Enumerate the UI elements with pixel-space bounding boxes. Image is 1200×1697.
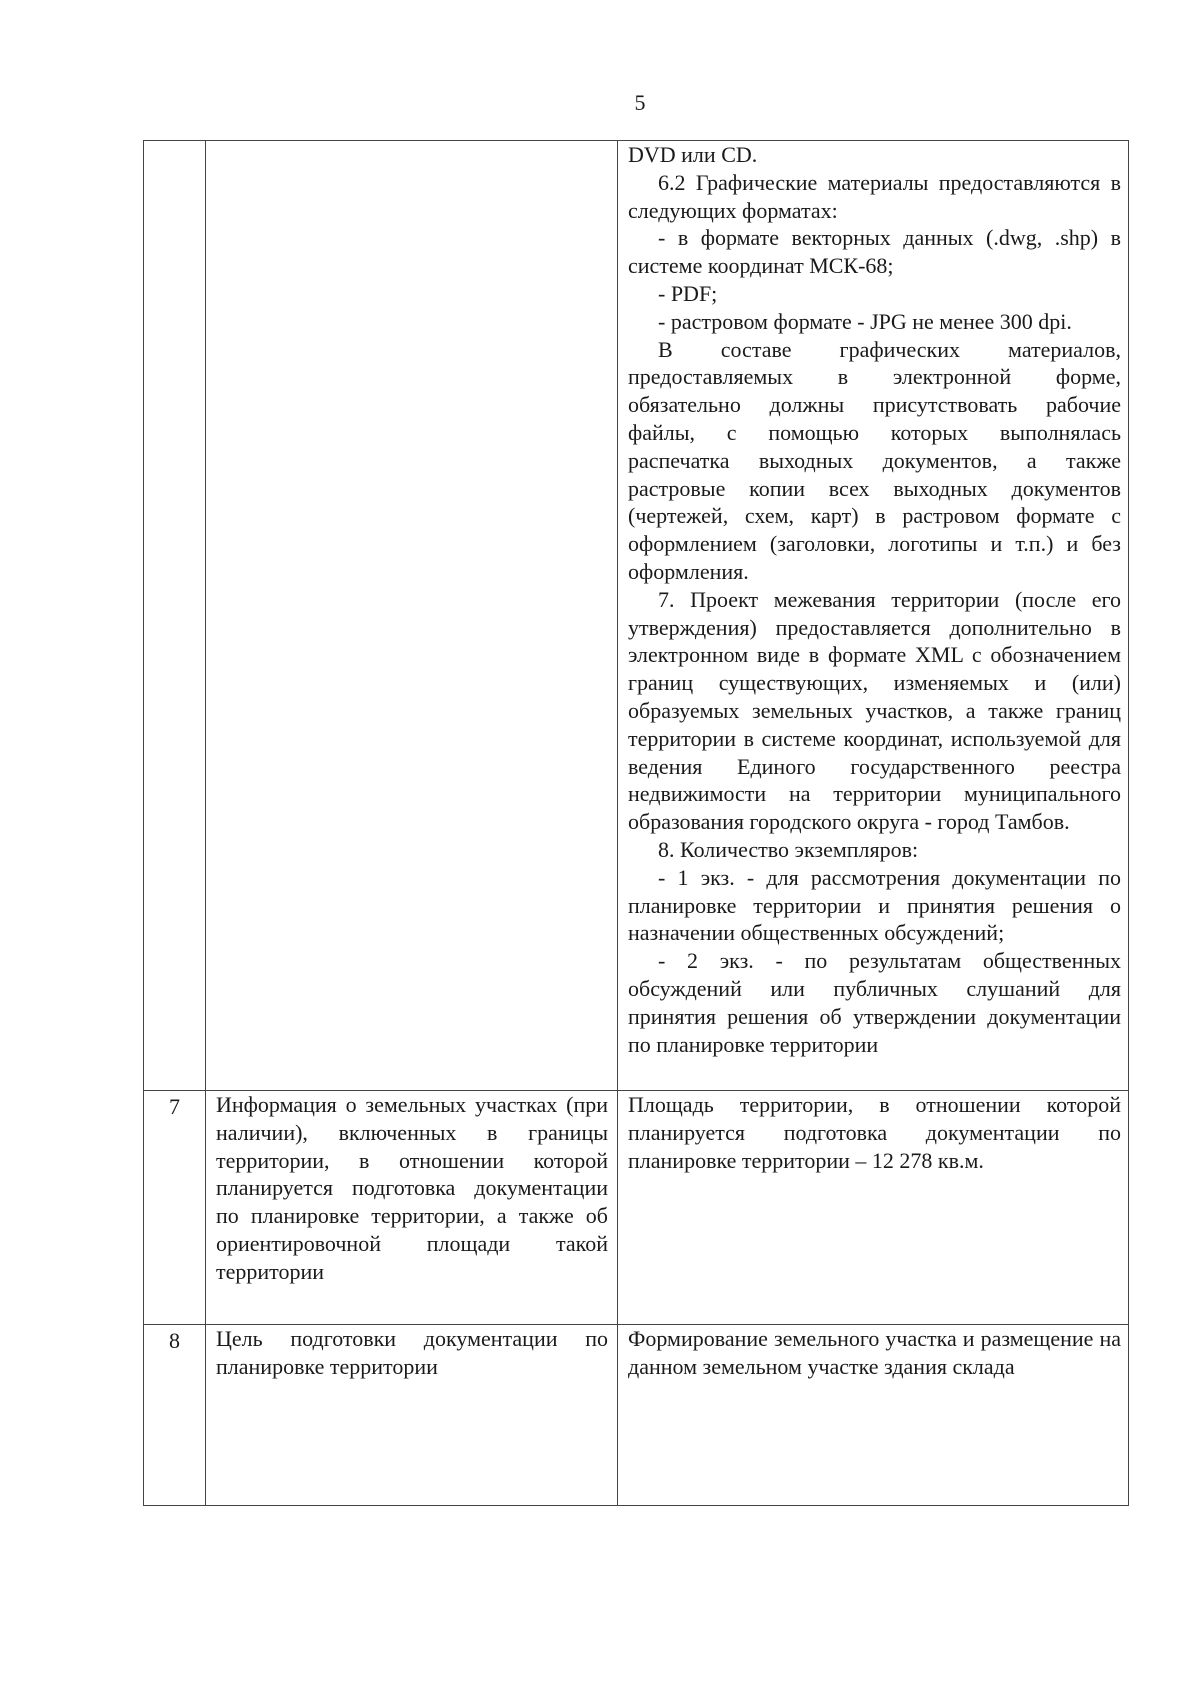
row-name-cell (206, 141, 618, 1091)
paragraph: - в формате векторных данных (.dwg, .shp) в системе координат МСК-68; (628, 225, 1121, 279)
row-value-text: Площадь территории, в отношении которой планируется подготовка документации по планировке территории – 12 278 кв.м. (628, 1092, 1121, 1173)
requirements-table (143, 140, 1129, 1506)
row-value-cell (618, 1091, 1129, 1325)
row-value-cell (618, 1325, 1129, 1506)
row-number-cell: 8 (144, 1325, 206, 1506)
paragraph: 8. Количество экземпляров: (658, 836, 919, 862)
row-name-text: Цель подготовки документации по планировке территории (216, 1326, 608, 1379)
paragraph: В составе графических материалов, предоставляемых в электронной форме, обязательно должны присутствовать рабочие файлы, с помощью которых выполнялась распечатка выходных документов, а также растровые копии всех выходных документов (чертежей, схем, карт) в растровом формате с оформлением (заголовки, логотипы и т.п.) и без оформления. (628, 336, 1121, 584)
paragraph: - PDF; (658, 280, 718, 306)
paragraph: - растровом формате - JPG не менее 300 dpi. (658, 308, 1072, 334)
row-name-cell (206, 1325, 618, 1506)
row-name-cell (206, 1091, 618, 1325)
paragraph: - 2 экз. - по результатам общественных обсуждений или публичных слушаний для принятия решения об утверждении документации по планировке территории (628, 948, 1121, 1057)
table-row (144, 141, 1129, 1091)
paragraph: 7. Проект межевания территории (после его утверждения) предоставляется дополнительно в электронном виде в формате XML с обозначением границ существующих, изменяемых и (или) образуемых земельных участков, а также границ территории в системе координат, используемой для ведения Единого государственного реестра недвижимости на территории муниципального образования городского округа - город Тамбов. (628, 586, 1121, 835)
row-value-cell (618, 141, 1129, 1091)
row-number-cell (144, 141, 206, 1091)
paragraph: DVD или CD. (628, 142, 758, 167)
paragraph: 6.2 Графические материалы предоставляются в следующих форматах: (628, 169, 1121, 223)
table-row (144, 1091, 1129, 1325)
row-value-text: Формирование земельного участка и размещение на данном земельном участке здания склада (628, 1326, 1121, 1379)
row-name-text: Информация о земельных участках (при наличии), включенных в границы территории, в отношении которой планируется подготовка документации по планировке территории, а также об ориентировочной площади такой территории (216, 1092, 608, 1284)
row-number-cell: 7 (144, 1091, 206, 1325)
table-row (144, 1325, 1129, 1506)
page-number: 5 (634, 90, 646, 115)
paragraph: - 1 экз. - для рассмотрения документации по планировке территории и принятия решения о назначении общественных обсуждений; (628, 864, 1121, 946)
